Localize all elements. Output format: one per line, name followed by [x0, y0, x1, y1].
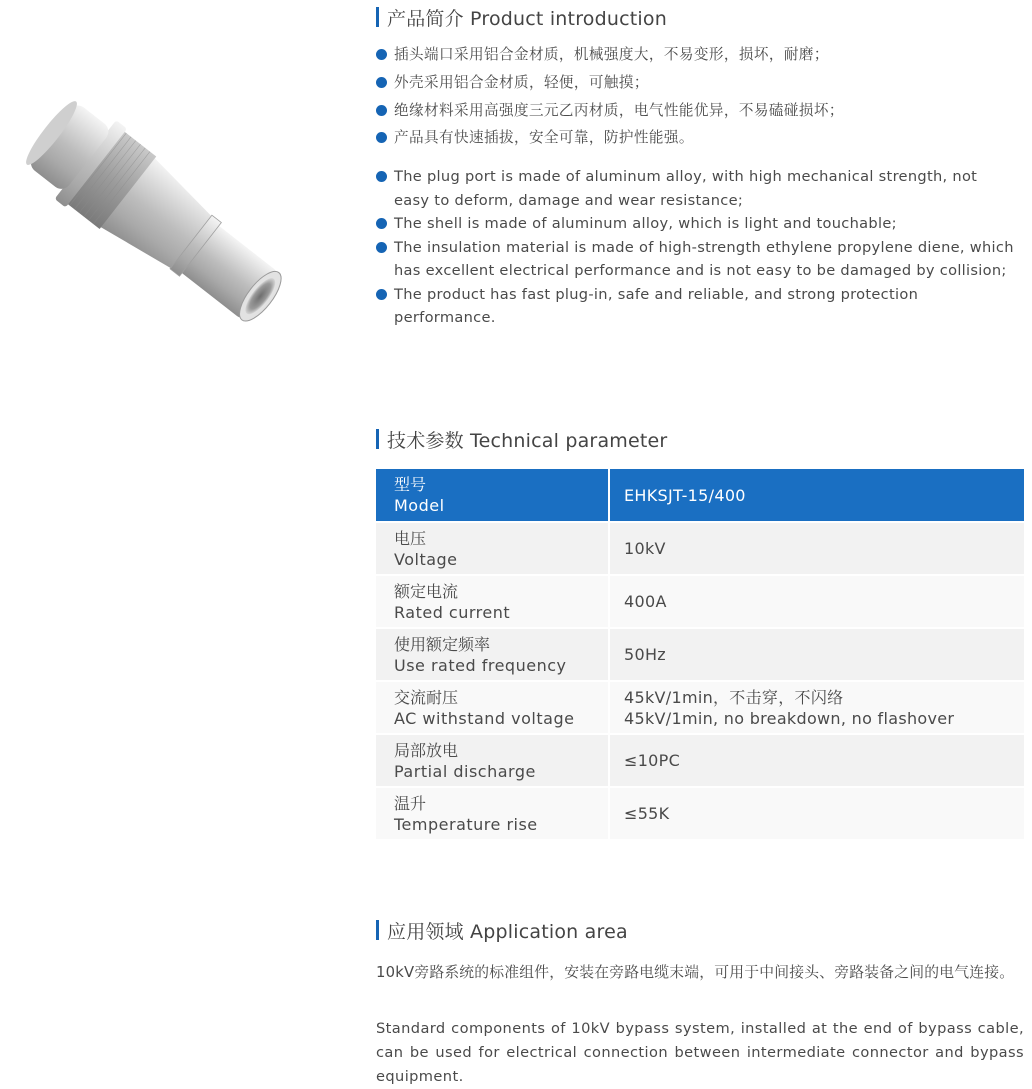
- label-en: Use rated frequency: [394, 655, 567, 675]
- row-label: [376, 682, 610, 735]
- list-item: [376, 43, 1016, 67]
- list-item: [376, 99, 1016, 123]
- value-cn: 45kV/1min，不击穿，不闪络: [624, 687, 844, 707]
- row-label: [376, 735, 610, 788]
- list-item: [376, 165, 1016, 212]
- value-en: 45kV/1min, no breakdown, no flashover: [624, 708, 955, 728]
- bullet-text: 产品具有快速插拔，安全可靠，防护性能强。: [394, 129, 694, 147]
- table-row: [376, 629, 1024, 682]
- bullet-text: The plug port is made of aluminum alloy, with high mechanical strength, not easy to deform, damage and wear resistance;: [394, 168, 978, 209]
- label-cn: 交流耐压: [394, 687, 459, 707]
- bullet-text: 外壳采用铝合金材质，轻便，可触摸；: [394, 73, 649, 91]
- bullet-dot-icon: [376, 105, 387, 116]
- label-en: Rated current: [394, 602, 511, 622]
- intro-list-en: [376, 165, 1016, 330]
- bullet-text: 绝缘材料采用高强度三元乙丙材质，电气性能优异，不易磕碰损坏；: [394, 101, 844, 119]
- row-value: [610, 682, 1024, 735]
- table-row: [376, 576, 1024, 629]
- tech-title: 技术参数 Technical parameter: [387, 429, 668, 452]
- bullet-dot-icon: [376, 49, 387, 60]
- product-image: [0, 70, 320, 350]
- label-en: AC withstand voltage: [394, 708, 575, 728]
- heading-accent-bar: [376, 429, 379, 449]
- row-value: ≤10PC: [610, 735, 1024, 788]
- table-row: [376, 682, 1024, 735]
- label-cn: 额定电流: [394, 581, 459, 601]
- label-en: Temperature rise: [394, 814, 538, 834]
- row-value: 400A: [610, 576, 1024, 629]
- label-cn: 温升: [394, 793, 427, 813]
- row-label: [376, 523, 610, 576]
- list-item: [376, 212, 1016, 236]
- list-item: [376, 126, 1016, 150]
- intro-list-cn: [376, 43, 1016, 154]
- label-cn: 使用额定频率: [394, 634, 491, 654]
- label-en: Partial discharge: [394, 761, 536, 781]
- list-item: [376, 283, 1016, 330]
- application-text-en: Standard components of 10kV bypass system, installed at the end of bypass cable, can be used for electrical connection between intermediate connector and bypass equipment.: [376, 1020, 1024, 1085]
- heading-accent-bar: [376, 7, 379, 27]
- bullet-dot-icon: [376, 242, 387, 253]
- heading-accent-bar: [376, 920, 379, 940]
- bullet-dot-icon: [376, 77, 387, 88]
- bullet-dot-icon: [376, 132, 387, 143]
- intro-title: 产品简介 Product introduction: [387, 7, 667, 30]
- bullet-text: 插头端口采用铝合金材质，机械强度大，不易变形，损坏，耐磨；: [394, 46, 829, 63]
- row-value: 50Hz: [610, 629, 1024, 682]
- table-header-value: EHKSJT-15/400: [610, 469, 1024, 523]
- bullet-text: The product has fast plug-in, safe and reliable, and strong protection performance.: [394, 285, 919, 326]
- section-heading-intro: [376, 4, 667, 30]
- table-header-label: [376, 469, 610, 523]
- table-row: [376, 523, 1024, 576]
- bullet-dot-icon: [376, 289, 387, 300]
- label-cn: 电压: [394, 528, 427, 548]
- label-cn: 型号: [394, 475, 427, 494]
- application-title: 应用领域 Application area: [387, 920, 628, 943]
- row-label: [376, 629, 610, 682]
- label-en: Model: [394, 496, 445, 515]
- row-value: ≤55K: [610, 788, 1024, 841]
- label-en: Voltage: [394, 549, 458, 569]
- parameter-table: [376, 469, 1024, 841]
- bullet-text: The shell is made of aluminum alloy, which is light and touchable;: [394, 215, 897, 232]
- table-row: [376, 788, 1024, 841]
- section-heading-application: [376, 917, 628, 943]
- list-item: [376, 236, 1016, 283]
- bullet-dot-icon: [376, 171, 387, 182]
- application-text-cn: 10kV旁路系统的标准组件，安装在旁路电缆末端，可用于中间接头、旁路装备之间的电气连接。: [376, 964, 1015, 981]
- row-label: [376, 576, 610, 629]
- table-row: [376, 735, 1024, 788]
- bullet-text: The insulation material is made of high-strength ethylene propylene diene, which has excellent electrical performance and is not easy to be damaged by collision;: [394, 238, 1014, 279]
- section-heading-tech: [376, 426, 667, 452]
- list-item: [376, 71, 1016, 95]
- bullet-dot-icon: [376, 218, 387, 229]
- row-value: 10kV: [610, 523, 1024, 576]
- row-label: [376, 788, 610, 841]
- label-cn: 局部放电: [394, 740, 459, 760]
- table-header-row: [376, 469, 1024, 523]
